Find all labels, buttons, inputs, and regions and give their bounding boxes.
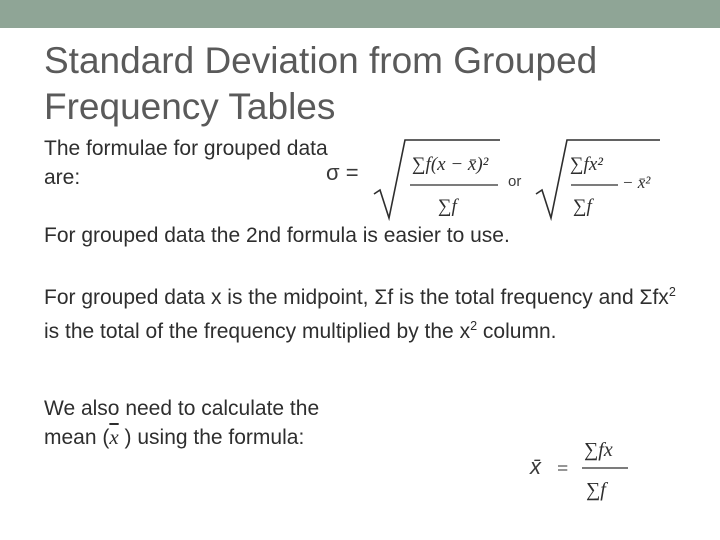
- radical-sign-2: [536, 140, 660, 218]
- sigma-label: σ =: [326, 160, 359, 185]
- para3-part-b: is the total of the frequency multiplied by the x: [44, 320, 471, 343]
- mean-denominator: ∑f: [586, 479, 606, 501]
- para4-part-a: We also need to calculate the mean (: [44, 397, 320, 449]
- sd2-minus-mean-squared: − x̄²: [622, 173, 651, 192]
- radical-sign-1: [374, 140, 500, 218]
- mean-numerator: ∑fx: [584, 439, 613, 461]
- sd1-denominator: ∑f: [438, 196, 457, 217]
- para3-part-c: column.: [477, 320, 557, 343]
- para4-part-b: ) using the formula:: [118, 426, 305, 449]
- para3-part-a: For grouped data x is the midpoint, Σf is the total frequency and Σfx: [44, 286, 669, 309]
- paragraph-mean: [44, 394, 374, 452]
- slide-title: [44, 38, 684, 130]
- mean-symbol-inline: $\overline{x}$: [109, 425, 119, 449]
- intro-text: The formulae for grouped data are:: [44, 137, 328, 189]
- paragraph-second-formula: For grouped data the 2nd formula is easier to use.: [44, 224, 510, 247]
- top-accent-bar: [0, 0, 720, 28]
- title-line-2: Frequency Tables: [44, 86, 336, 127]
- sd2-numerator: ∑fx²: [570, 154, 603, 175]
- sd1-numerator: ∑f(x − x̄)²: [412, 154, 489, 175]
- sd2-denominator: ∑f: [573, 196, 592, 217]
- mean-lhs: x̄: [530, 454, 541, 479]
- mean-equals: =: [557, 458, 569, 480]
- title-line-1: Standard Deviation from Grouped: [44, 40, 598, 81]
- or-label: or: [508, 173, 522, 190]
- paragraph-grouped-data: For grouped data x is the midpoint, Σf is the total frequency and Σfx$^2$ is the total of the frequency multiplied by the $x^2$ column.: [44, 285, 676, 343]
